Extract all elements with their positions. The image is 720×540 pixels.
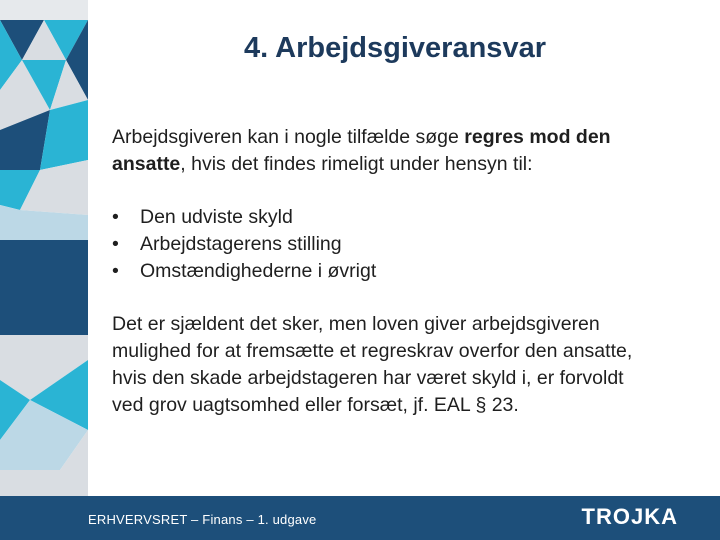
- bullet-text: Omstændighederne i øvrigt: [140, 260, 377, 282]
- decorative-side-pattern: [0, 0, 88, 540]
- body-line: mulighed for at fremsætte et regreskrav overfor den ansatte,: [112, 340, 633, 362]
- slide-title: 4. Arbejdsgiveransvar: [244, 32, 546, 64]
- slide-content: [112, 124, 712, 419]
- body-paragraph: [112, 311, 712, 419]
- intro-text-start: Arbejdsgiveren kan i nogle tilfælde søge: [112, 126, 465, 148]
- bullet-item: [112, 258, 712, 285]
- bullet-text: Den udviste skyld: [140, 206, 293, 228]
- intro-bold-phrase-2: ansatte: [112, 153, 181, 175]
- bullet-dot: •: [112, 260, 119, 282]
- bullet-list: [112, 204, 712, 285]
- intro-text-end: , hvis det findes rimeligt under hensyn til:: [180, 153, 533, 175]
- footer-bar: [88, 496, 720, 540]
- body-line: ved grov uagtsomhed eller forsæt, jf. EAL § 23.: [112, 394, 519, 416]
- intro-bold-phrase-1: regres mod den: [464, 126, 611, 148]
- bullet-dot: •: [112, 233, 119, 255]
- bullet-item: [112, 204, 712, 231]
- bullet-text: Arbejdstagerens stilling: [140, 233, 342, 255]
- bullet-dot: •: [112, 206, 119, 228]
- trojka-logo: TROJKA: [581, 504, 678, 529]
- footer-text: ERHVERVSRET – Finans – 1. udgave: [88, 512, 317, 527]
- intro-paragraph: [112, 124, 712, 178]
- body-line: Det er sjældent det sker, men loven giver arbejdsgiveren: [112, 313, 600, 335]
- body-line: hvis den skade arbejdstageren har været skyld i, er forvoldt: [112, 367, 624, 389]
- bullet-item: [112, 231, 712, 258]
- geometric-pattern-graphic: [0, 0, 88, 540]
